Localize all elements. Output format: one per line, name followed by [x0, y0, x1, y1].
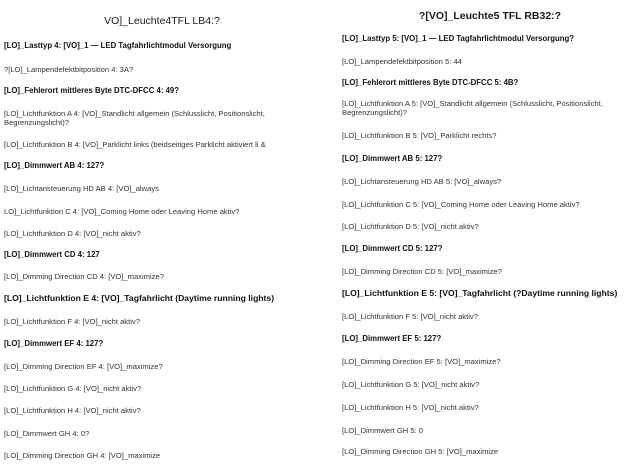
left-paragraph: LO]_Lichtfunktion C 4: [VO]_Coming Home oder Leaving Home aktiv?	[4, 207, 240, 216]
left-paragraph: [LO]_Lichtansteuerung HD AB 4: [VO]_always	[4, 184, 159, 193]
right-column	[342, 0, 638, 456]
right-paragraph: [LO]_Lichtfunktion B 5: [VO]_Parklicht rechts?	[342, 131, 497, 140]
right-paragraph: [LO]_Lichtfunktion H 5: [VO]_nicht aktiv?	[342, 403, 479, 412]
left-paragraph: [LO]_Dimmwert CD 4: 127	[4, 250, 100, 259]
right-paragraph: [LO]_Dimmwert EF 5: 127?	[342, 334, 442, 343]
right-paragraph: [LO]_Dimmwert GH 5: 0	[342, 426, 424, 435]
right-paragraph: [LO]_Lichtfunktion C 5: [VO]_Coming Home oder Leaving Home aktiv?	[342, 200, 580, 209]
left-paragraph: [LO]_Lichtfunktion D 4: [VO]_nicht aktiv?	[4, 229, 141, 238]
right-paragraph: [LO]_Fehlerort mittleres Byte DTC-DFCC 5: 4B?	[342, 78, 519, 87]
left-column	[4, 0, 320, 460]
right-paragraph: [LO]_Lichtfunktion F 5: [VO]_nicht aktiv?	[342, 312, 478, 321]
right-column-title: ?[VO]_Leuchte5 TFL RB32:?	[418, 10, 562, 22]
right-paragraph: [LO]_Dimmwert CD 5: 127?	[342, 244, 443, 253]
right-paragraph: [LO]_Lasttyp 5: [VO]_1 — LED Tagfahrlichtmodul Versorgung?	[342, 34, 575, 43]
left-column-title: VO]_Leuchte4TFL LB4:?	[104, 15, 220, 27]
right-paragraph: [LO]_Dimming Direction CD 5: [VO]_maximize?	[342, 267, 502, 276]
right-paragraph: [LO]_Lichtansteuerung HD AB 5: [VO]_always?	[342, 177, 502, 186]
left-paragraph: [LO]_Dimming Direction EF 4: [VO]_maximize?	[4, 362, 163, 371]
left-paragraph: [LO]_Dimming Direction GH 4: [VO]_maximize	[4, 451, 161, 460]
right-paragraph: [LO]_Lichtfunktion G 5: [VO]_nicht aktiv?	[342, 380, 480, 389]
right-paragraph: [LO]_Dimming Direction GH 5: [VO]_maximize	[342, 447, 499, 456]
left-paragraph: [LO]_Lichtfunktion G 4: [VO]_nicht aktiv?	[4, 384, 142, 393]
left-paragraph: [LO]_Dimmwert EF 4: 127?	[4, 339, 104, 348]
left-paragraph: [LO]_Lichtfunktion A 4: [VO]_Standlicht allgemein (Schlusslicht, Positionslicht, Begrenzungslicht)?	[4, 109, 265, 127]
right-paragraph: [LO]_Dimmwert AB 5: 127?	[342, 154, 443, 163]
left-paragraph: [LO]_Dimming Direction CD 4: [VO]_maximize?	[4, 272, 164, 281]
right-paragraph: [LO]_Lichtfunktion A 5: [VO]_Standlicht allgemein (Schlusslicht, Positionslicht, Begrenzungslicht)?	[342, 99, 603, 117]
left-paragraph: ?[LO]_Lampendefektbitposition 4: 3A?	[4, 65, 134, 74]
right-paragraph: [LO]_Dimming Direction EF 5: [VO]_maximize?	[342, 357, 501, 366]
right-paragraph: [LO]_Lampendefektbitposition 5: 44	[342, 57, 462, 66]
left-paragraph: [LO]_Lichtfunktion B 4: [VO]_Parklicht links (beidseitiges Parklicht aktiviert li &	[4, 140, 266, 149]
left-paragraph: [LO]_Fehlerort mittleres Byte DTC-DFCC 4: 49?	[4, 86, 180, 95]
right-paragraph: [LO]_Lichtfunktion E 5: [VO]_Tagfahrlicht (?Daytime running lights)	[342, 289, 618, 298]
right-paragraph: [LO]_Lichtfunktion D 5: [VO]_nicht aktiv?	[342, 222, 479, 231]
left-paragraph: [LO]_Lichtfunktion F 4: [VO]_nicht aktiv?	[4, 317, 140, 326]
left-paragraph: [LO]_Lasttyp 4: [VO]_1 — LED Tagfahrlichtmodul Versorgung	[4, 41, 232, 50]
left-paragraph: [LO]_Lichtfunktion H 4: [VO]_nicht aktiv?	[4, 406, 141, 415]
left-paragraph: [LO]_Dimmwert AB 4: 127?	[4, 161, 105, 170]
left-paragraph: [LO]_Lichtfunktion E 4: [VO]_Tagfahrlicht (Daytime running lights)	[4, 294, 275, 303]
left-paragraph: [LO]_Dimmwert GH 4: 0?	[4, 429, 90, 438]
